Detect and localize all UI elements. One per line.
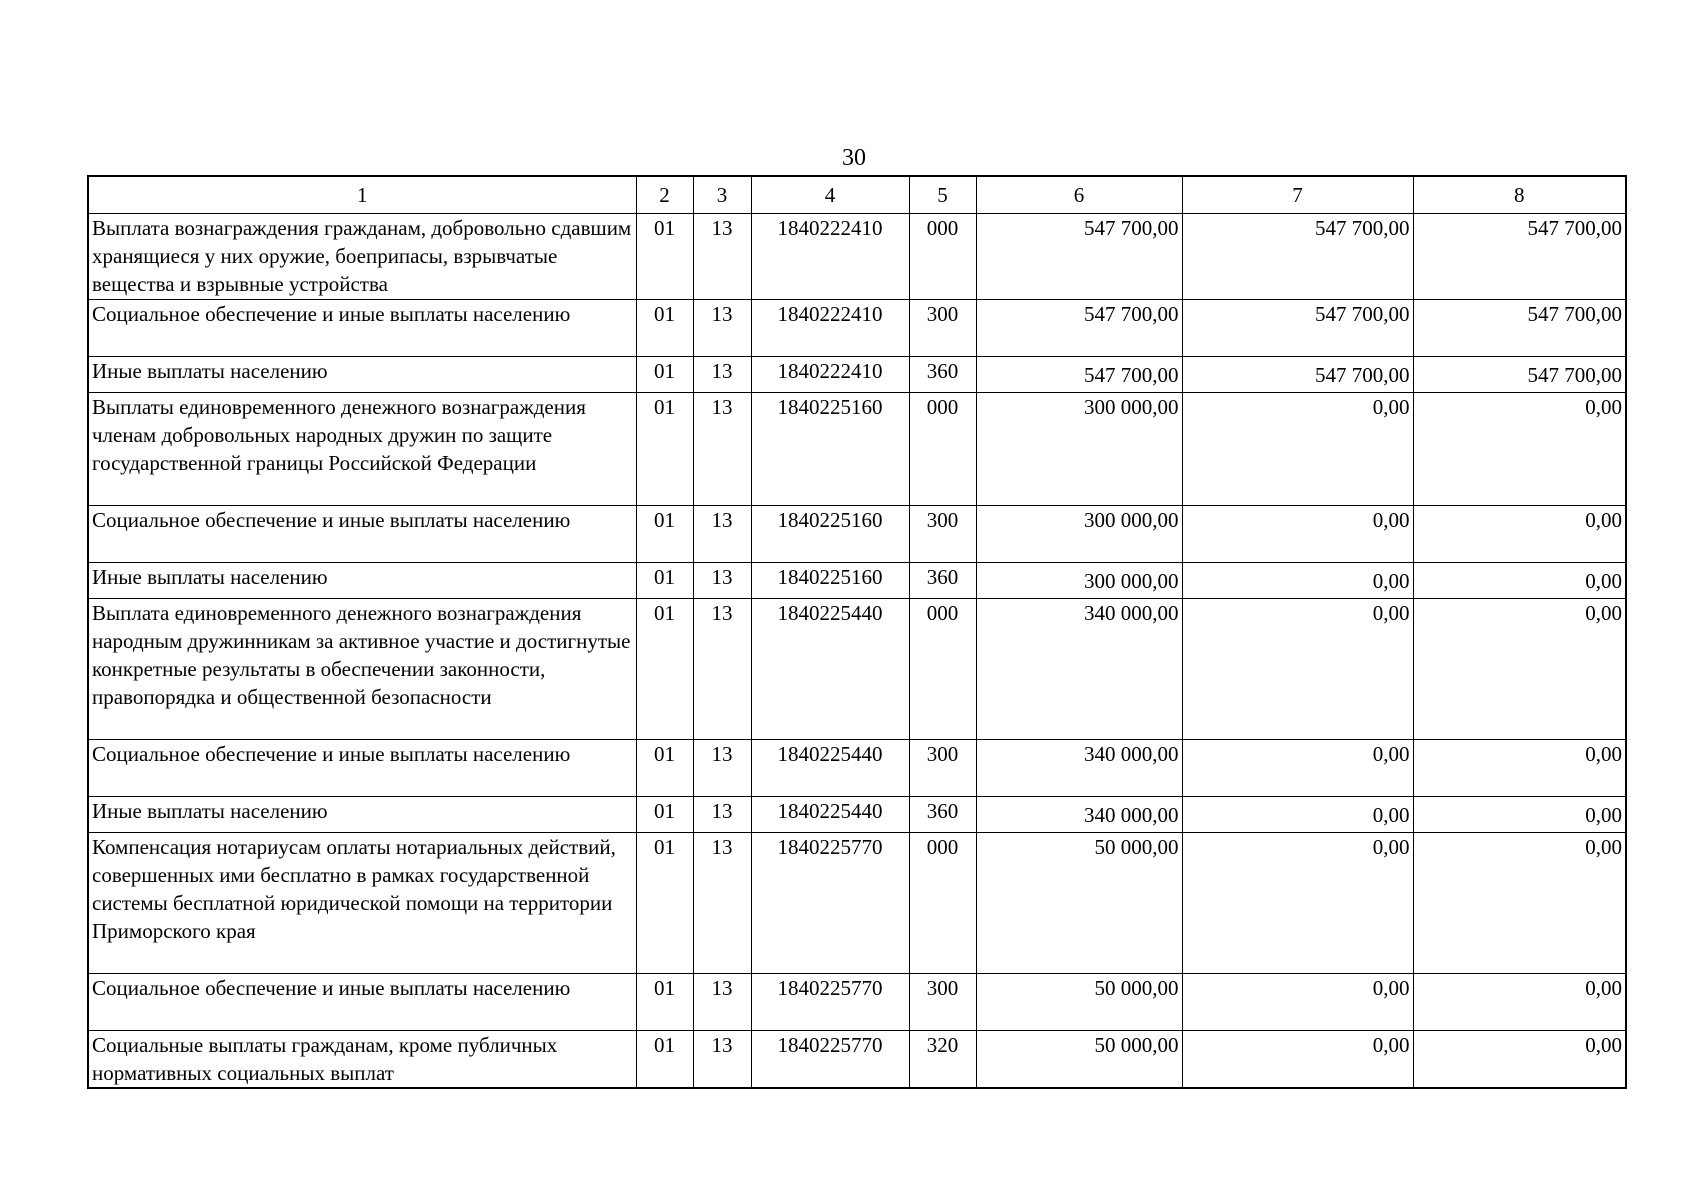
amount-col-8: 547 700,00 <box>1413 214 1626 300</box>
target-article-code: 1840225160 <box>751 506 909 563</box>
subsection-code: 13 <box>693 833 751 974</box>
amount-col-8: 547 700,00 <box>1413 357 1626 393</box>
column-header-1: 1 <box>88 176 636 214</box>
subsection-code: 13 <box>693 357 751 393</box>
column-header-5: 5 <box>909 176 976 214</box>
subsection-code: 13 <box>693 599 751 740</box>
amount-col-6: 547 700,00 <box>976 300 1182 357</box>
section-code: 01 <box>636 214 693 300</box>
section-code: 01 <box>636 300 693 357</box>
amount-col-7: 0,00 <box>1182 797 1413 833</box>
amount-col-6: 50 000,00 <box>976 974 1182 1031</box>
amount-col-6: 340 000,00 <box>976 797 1182 833</box>
target-article-code: 1840225440 <box>751 599 909 740</box>
subsection-code: 13 <box>693 563 751 599</box>
budget-table <box>87 175 1627 1089</box>
subsection-code: 13 <box>693 393 751 506</box>
target-article-code: 1840222410 <box>751 214 909 300</box>
table-row <box>88 974 1626 1031</box>
section-code: 01 <box>636 974 693 1031</box>
row-name: Социальные выплаты гражданам, кроме публичных нормативных социальных выплат <box>88 1031 636 1089</box>
amount-col-8: 0,00 <box>1413 974 1626 1031</box>
section-code: 01 <box>636 393 693 506</box>
row-name: Социальное обеспечение и иные выплаты населению <box>88 506 636 563</box>
section-code: 01 <box>636 506 693 563</box>
subsection-code: 13 <box>693 214 751 300</box>
amount-col-8: 0,00 <box>1413 833 1626 974</box>
amount-col-8: 0,00 <box>1413 506 1626 563</box>
amount-col-8: 0,00 <box>1413 740 1626 797</box>
section-code: 01 <box>636 599 693 740</box>
amount-col-7: 0,00 <box>1182 506 1413 563</box>
table-row <box>88 506 1626 563</box>
section-code: 01 <box>636 1031 693 1089</box>
expense-type-code: 000 <box>909 599 976 740</box>
row-name: Иные выплаты населению <box>88 357 636 393</box>
amount-col-6: 547 700,00 <box>976 357 1182 393</box>
row-name: Выплата вознаграждения гражданам, добровольно сдавшим хранящиеся у них оружие, боеприпасы, взрывчатые вещества и взрывные устройства <box>88 214 636 300</box>
row-name: Социальное обеспечение и иные выплаты населению <box>88 300 636 357</box>
section-code: 01 <box>636 797 693 833</box>
column-header-3: 3 <box>693 176 751 214</box>
column-header-8: 8 <box>1413 176 1626 214</box>
row-name: Иные выплаты населению <box>88 563 636 599</box>
target-article-code: 1840225440 <box>751 797 909 833</box>
table-row <box>88 833 1626 974</box>
expense-type-code: 300 <box>909 506 976 563</box>
amount-col-7: 0,00 <box>1182 833 1413 974</box>
target-article-code: 1840225770 <box>751 833 909 974</box>
amount-col-7: 547 700,00 <box>1182 357 1413 393</box>
amount-col-6: 50 000,00 <box>976 833 1182 974</box>
section-code: 01 <box>636 563 693 599</box>
amount-col-7: 547 700,00 <box>1182 214 1413 300</box>
row-name: Компенсация нотариусам оплаты нотариальных действий, совершенных ими бесплатно в рамках государственной системы бесплатной юридической помощи на территории Приморского края <box>88 833 636 974</box>
section-code: 01 <box>636 357 693 393</box>
table-row <box>88 563 1626 599</box>
amount-col-7: 0,00 <box>1182 1031 1413 1089</box>
table-row <box>88 599 1626 740</box>
amount-col-6: 300 000,00 <box>976 393 1182 506</box>
row-name: Социальное обеспечение и иные выплаты населению <box>88 740 636 797</box>
amount-col-8: 0,00 <box>1413 393 1626 506</box>
amount-col-6: 340 000,00 <box>976 599 1182 740</box>
expense-type-code: 360 <box>909 797 976 833</box>
amount-col-6: 50 000,00 <box>976 1031 1182 1089</box>
target-article-code: 1840225770 <box>751 1031 909 1089</box>
column-header-2: 2 <box>636 176 693 214</box>
amount-col-7: 0,00 <box>1182 740 1413 797</box>
amount-col-6: 547 700,00 <box>976 214 1182 300</box>
subsection-code: 13 <box>693 1031 751 1089</box>
target-article-code: 1840225440 <box>751 740 909 797</box>
column-header-7: 7 <box>1182 176 1413 214</box>
expense-type-code: 000 <box>909 393 976 506</box>
amount-col-6: 340 000,00 <box>976 740 1182 797</box>
expense-type-code: 300 <box>909 974 976 1031</box>
subsection-code: 13 <box>693 506 751 563</box>
expense-type-code: 000 <box>909 833 976 974</box>
table-row <box>88 214 1626 300</box>
expense-type-code: 300 <box>909 740 976 797</box>
expense-type-code: 000 <box>909 214 976 300</box>
expense-type-code: 360 <box>909 357 976 393</box>
amount-col-7: 0,00 <box>1182 563 1413 599</box>
row-name: Выплаты единовременного денежного вознаграждения членам добровольных народных дружин по защите государственной границы Российской Федерации <box>88 393 636 506</box>
table-row <box>88 1031 1626 1089</box>
page-number: 30 <box>842 145 866 171</box>
section-code: 01 <box>636 740 693 797</box>
table-header-row <box>88 176 1626 214</box>
amount-col-8: 0,00 <box>1413 1031 1626 1089</box>
amount-col-8: 0,00 <box>1413 599 1626 740</box>
expense-type-code: 320 <box>909 1031 976 1089</box>
amount-col-7: 547 700,00 <box>1182 300 1413 357</box>
subsection-code: 13 <box>693 974 751 1031</box>
table-row <box>88 300 1626 357</box>
amount-col-7: 0,00 <box>1182 599 1413 740</box>
amount-col-6: 300 000,00 <box>976 563 1182 599</box>
subsection-code: 13 <box>693 740 751 797</box>
target-article-code: 1840225160 <box>751 393 909 506</box>
amount-col-8: 547 700,00 <box>1413 300 1626 357</box>
row-name: Социальное обеспечение и иные выплаты населению <box>88 974 636 1031</box>
column-header-6: 6 <box>976 176 1182 214</box>
table-row <box>88 740 1626 797</box>
amount-col-7: 0,00 <box>1182 974 1413 1031</box>
amount-col-6: 300 000,00 <box>976 506 1182 563</box>
table-row <box>88 393 1626 506</box>
row-name: Иные выплаты населению <box>88 797 636 833</box>
expense-type-code: 360 <box>909 563 976 599</box>
target-article-code: 1840222410 <box>751 300 909 357</box>
subsection-code: 13 <box>693 797 751 833</box>
row-name: Выплата единовременного денежного вознаграждения народным дружинникам за активное участие и достигнутые конкретные результаты в обеспечении законности, правопорядка и общественной безопасности <box>88 599 636 740</box>
subsection-code: 13 <box>693 300 751 357</box>
section-code: 01 <box>636 833 693 974</box>
column-header-4: 4 <box>751 176 909 214</box>
amount-col-8: 0,00 <box>1413 563 1626 599</box>
table-row <box>88 797 1626 833</box>
amount-col-8: 0,00 <box>1413 797 1626 833</box>
target-article-code: 1840225770 <box>751 974 909 1031</box>
amount-col-7: 0,00 <box>1182 393 1413 506</box>
target-article-code: 1840222410 <box>751 357 909 393</box>
expense-type-code: 300 <box>909 300 976 357</box>
target-article-code: 1840225160 <box>751 563 909 599</box>
table-row <box>88 357 1626 393</box>
